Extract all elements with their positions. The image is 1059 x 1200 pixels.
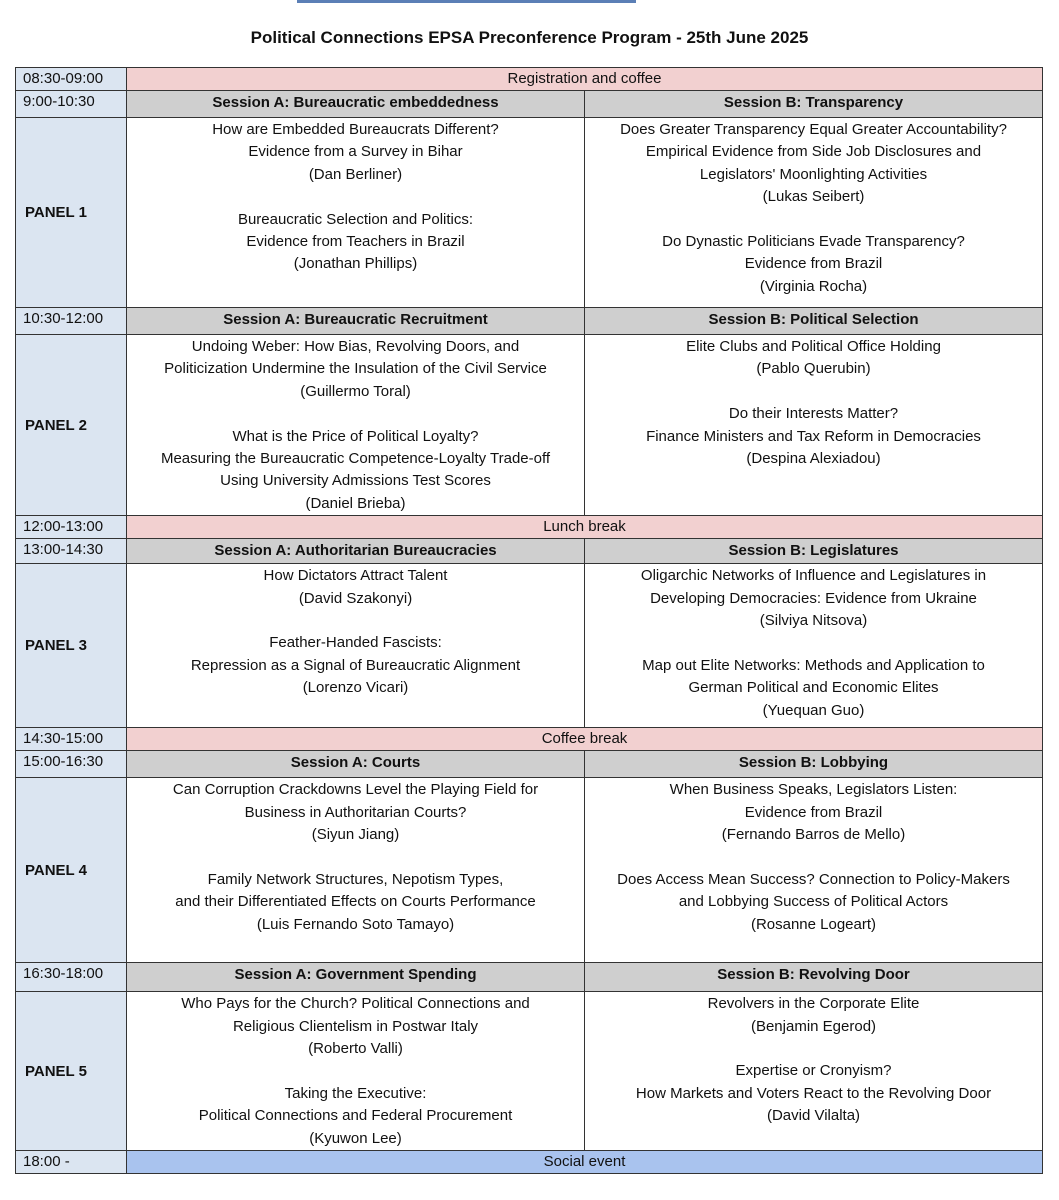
paper-title: Oligarchic Networks of Influence and Legislatures in [640,567,987,585]
paper-title: Politicization Undermine the Insulation of the Civil Service [164,360,547,378]
registration-label: Registration and coffee [127,68,1043,91]
time-cell: 14:30-15:00 [16,728,127,751]
session-a-title: Session A: Bureaucratic Recruitment [127,308,585,335]
time-cell: 16:30-18:00 [16,963,127,992]
paper-title: Does Access Mean Success? Connection to Policy-Makers [617,870,1010,888]
time-cell: 10:30-12:00 [16,308,127,335]
program-table [15,67,1043,1174]
paper-title: Evidence from a Survey in Bihar [248,143,463,161]
paper-title: Evidence from Teachers in Brazil [246,233,465,251]
paper-author: (Daniel Brieba) [305,494,406,512]
paper-title: Do their Interests Matter? [728,405,899,423]
paper-author: (Guillermo Toral) [300,382,411,400]
session-b-papers [585,778,1043,963]
paper-title: Undoing Weber: How Bias, Revolving Doors, and [191,338,520,355]
paper-title: German Political and Economic Elites [688,679,939,697]
session-a-papers [127,335,585,516]
paper-title: Who Pays for the Church? Political Connections and [181,995,530,1013]
session-b-papers [585,564,1043,728]
time-cell: 18:00 - [16,1151,127,1174]
paper-title: and their Differentiated Effects on Courts Performance [175,893,536,911]
paper-author: (Dan Berliner) [308,165,403,183]
paper-author: (Pablo Querubin) [756,360,871,378]
paper-author: (Siyun Jiang) [311,826,400,844]
paper-title: When Business Speaks, Legislators Listen: [669,781,958,799]
paper-title: Expertise or Cronyism? [735,1062,892,1080]
paper-author: (Luis Fernando Soto Tamayo) [256,915,455,933]
session-b-papers [585,335,1043,516]
session-a-papers [127,778,585,963]
session-a-papers [127,564,585,728]
paper-author: (Benjamin Egerod) [750,1017,877,1035]
paper-author: (David Szakonyi) [298,589,413,607]
paper-author: (Jonathan Phillips) [293,255,418,273]
paper-title: What is the Price of Political Loyalty? [232,427,479,445]
lunch-row [16,516,1043,539]
registration-row [16,68,1043,91]
paper-title: Legislators' Moonlighting Activities [699,165,928,183]
paper-title: Business in Authoritarian Courts? [244,803,467,821]
session-a-title: Session A: Bureaucratic embeddedness [127,91,585,118]
paper-author: (Virginia Rocha) [759,277,868,295]
panel-4-header-row [16,751,1043,778]
time-cell: 08:30-09:00 [16,68,127,91]
panel-2-papers-row [16,335,1043,516]
panel-label: PANEL 5 [16,992,127,1151]
session-a-title: Session A: Authoritarian Bureaucracies [127,539,585,564]
paper-title: Family Network Structures, Nepotism Types, [207,870,504,888]
paper-title: Developing Democracies: Evidence from Ukraine [650,589,977,607]
paper-author: (Lorenzo Vicari) [302,679,409,697]
time-cell: 13:00-14:30 [16,539,127,564]
panel-2-header-row [16,308,1043,335]
page-title: Political Connections EPSA Preconference Program - 25th June 2025 [250,28,809,47]
paper-title: Revolvers in the Corporate Elite [707,995,920,1013]
paper-title: Repression as a Signal of Bureaucratic Alignment [190,656,521,674]
panel-1-header-row [16,91,1043,118]
time-cell: 12:00-13:00 [16,516,127,539]
session-a-papers [127,118,585,308]
session-a-title: Session A: Government Spending [127,963,585,992]
panel-5-papers-row [16,992,1043,1151]
paper-title: Religious Clientelism in Postwar Italy [232,1017,479,1035]
paper-title: Evidence from Brazil [744,255,883,273]
paper-title: How Dictators Attract Talent [263,567,448,585]
paper-title: Can Corruption Crackdowns Level the Playing Field for [172,781,539,799]
panel-4-papers-row [16,778,1043,963]
paper-author: (Silviya Nitsova) [759,612,868,630]
paper-author: (Rosanne Logeart) [750,915,877,933]
session-b-title: Session B: Lobbying [585,751,1043,778]
paper-title: Bureaucratic Selection and Politics: [237,210,474,228]
time-cell: 15:00-16:30 [16,751,127,778]
social-label: Social event [127,1151,1043,1174]
paper-author: (David Vilalta) [766,1107,861,1125]
paper-author: (Lukas Seibert) [762,188,865,206]
paper-author: (Yuequan Guo) [762,701,865,719]
paper-title: Do Dynastic Politicians Evade Transparency? [662,233,965,251]
paper-title: Empirical Evidence from Side Job Disclosures and [645,143,982,161]
paper-title: Taking the Executive: [284,1084,427,1102]
session-b-title: Session B: Transparency [585,91,1043,118]
paper-author: (Kyuwon Lee) [309,1129,402,1147]
coffee-label: Coffee break [127,728,1043,751]
paper-title: How are Embedded Bureaucrats Different? [212,121,499,138]
session-b-title: Session B: Legislatures [585,539,1043,564]
paper-author: (Despina Alexiadou) [746,450,881,468]
paper-title: Feather-Handed Fascists: [269,634,442,652]
paper-title: Evidence from Brazil [744,803,883,821]
panel-3-papers-row [16,564,1043,728]
paper-title: Does Greater Transparency Equal Greater Accountability? [620,121,1007,138]
session-a-title: Session A: Courts [127,751,585,778]
panel-label: PANEL 2 [16,335,127,516]
panel-label: PANEL 4 [16,778,127,963]
panel-label: PANEL 1 [16,118,127,308]
lunch-label: Lunch break [127,516,1043,539]
session-b-title: Session B: Political Selection [585,308,1043,335]
paper-author: (Fernando Barros de Mello) [721,826,906,844]
time-cell: 9:00-10:30 [16,91,127,118]
session-b-title: Session B: Revolving Door [585,963,1043,992]
paper-title: Finance Ministers and Tax Reform in Democracies [646,427,981,445]
session-b-papers [585,118,1043,308]
paper-author: (Roberto Valli) [308,1040,403,1058]
panel-5-header-row [16,963,1043,992]
social-row [16,1151,1043,1174]
paper-title: Elite Clubs and Political Office Holding [686,338,941,355]
session-b-papers [585,992,1043,1151]
paper-title: and Lobbying Success of Political Actors [678,893,949,911]
panel-label: PANEL 3 [16,564,127,728]
coffee-row [16,728,1043,751]
paper-title: How Markets and Voters React to the Revolving Door [635,1084,992,1102]
session-a-papers [127,992,585,1151]
paper-title: Using University Admissions Test Scores [220,472,491,490]
top-rule [297,0,636,3]
paper-title: Political Connections and Federal Procurement [198,1107,513,1125]
paper-title: Map out Elite Networks: Methods and Application to [642,656,985,674]
paper-title: Measuring the Bureaucratic Competence-Loyalty Trade-off [160,450,551,468]
panel-1-papers-row [16,118,1043,308]
panel-3-header-row [16,539,1043,564]
